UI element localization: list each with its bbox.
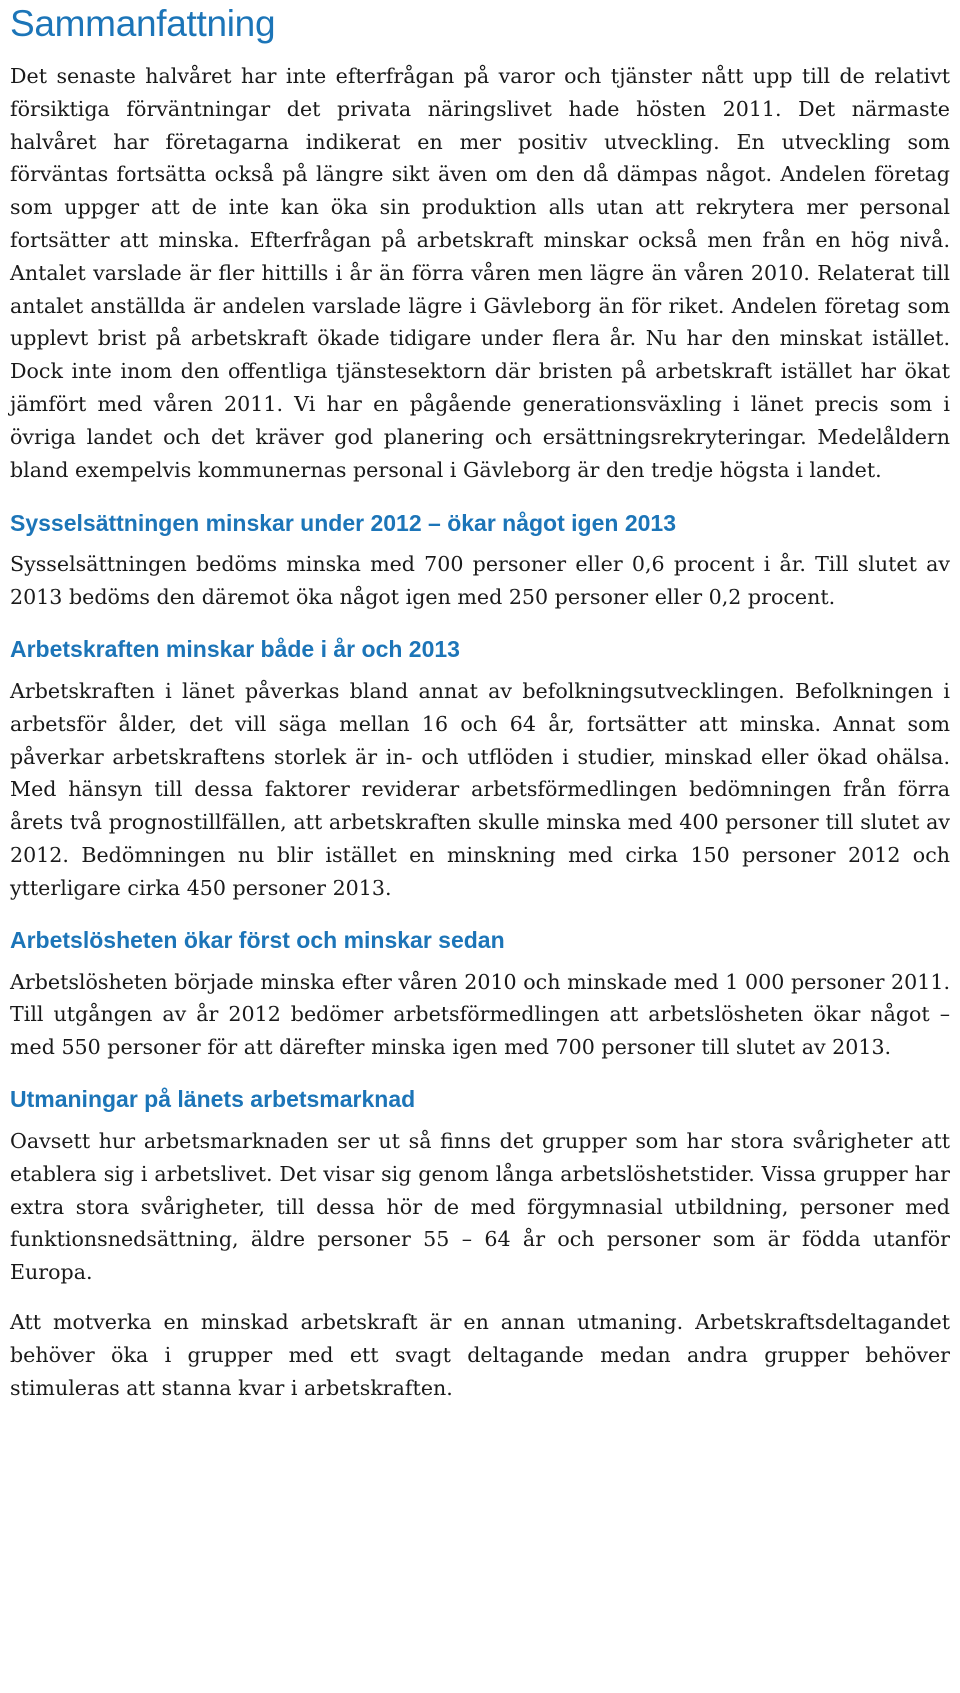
summary-paragraph: Det senaste halvåret har inte efterfrågan på varor och tjänster nått upp till de relativt försiktiga förväntningar det privata näringslivet hade hösten 2011. Det närmaste halvåret har företagarna indikerat en mer positiv utveckling. En utveckling som förväntas fortsätta också på längre sikt även om den då dämpas något. Andelen företag som uppger att de inte kan öka sin produktion alls utan att rekrytera mer personal fortsätter att minska. Efterfrågan på arbetskraft minskar också men från en hög nivå. Antalet varslade är fler hittills i år än förra våren men lägre än våren 2010. Relaterat till antalet anställda är andelen varslade lägre i Gävleborg än för riket. Andelen företag som upplevt brist på arbetskraft ökade tidigare under flera år. Nu har den minskat istället. Dock inte inom den offentliga tjänstesektorn där bristen på arbetskraft istället har ökat jämfört med våren 2011. Vi har en pågående generationsväxling i länet precis som i övriga landet och det kräver god planering och ersättningsrekryteringar. Medelåldern bland exempelvis kommunernas personal i Gävleborg är den tredje högsta i landet. bbox=[10, 64, 950, 482]
workforce-paragraph: Arbetskraften i länet påverkas bland annat av befolkningsutvecklingen. Befolkningen i arbetsför ålder, det vill säga mellan 16 och 64 år, fortsätter att minska. Annat som påverkar arbetskraftens storlek är in- och utflöden i studier, minskad eller ökad ohälsa. Med hänsyn till dessa faktorer reviderar arbetsförmedlingen bedömningen från förra årets två prognostillfällen, att arbetskraften skulle minska med 400 personer till slutet av 2012. Bedömningen nu blir istället en minskning med cirka 150 personer 2012 och ytterligare cirka 450 personer 2013. bbox=[10, 678, 950, 900]
employment-paragraph: Sysselsättningen bedöms minska med 700 personer eller 0,6 procent i år. Till slutet av 2013 bedöms den däremot öka något igen med 250 personer eller 0,2 procent. bbox=[10, 552, 950, 610]
challenges-paragraph-1: Oavsett hur arbetsmarknaden ser ut så finns det grupper som har stora svårigheter att etablera sig i arbetslivet. Det visar sig genom långa arbetslöshetstider. Vissa grupper har extra stora svårigheter, till dessa hör de med förgymnasial utbildning, personer med funktionsnedsättning, äldre personer 55 – 64 år och personer som är födda utanför Europa. bbox=[10, 1128, 950, 1285]
challenges-paragraph-2: Att motverka en minskad arbetskraft är en annan utmaning. Arbetskraftsdeltagandet behöver öka i grupper med ett svagt deltagande medan andra grupper behöver stimuleras att stanna kvar i arbetskraften. bbox=[10, 1309, 950, 1400]
page-title: Sammanfattning bbox=[10, 3, 276, 44]
section-heading-employment: Sysselsättningen minskar under 2012 – ökar något igen 2013 bbox=[10, 510, 676, 537]
section-heading-unemployment: Arbetslösheten ökar först och minskar sedan bbox=[10, 926, 505, 953]
section-heading-workforce: Arbetskraften minskar både i år och 2013 bbox=[10, 635, 460, 662]
unemployment-paragraph: Arbetslösheten började minska efter våren 2010 och minskade med 1 000 personer 2011. Till utgången av år 2012 bedömer arbetsförmedlingen att arbetslösheten ökar något – med 550 personer för att därefter minska igen med 700 personer till slutet av 2013. bbox=[10, 969, 950, 1060]
section-heading-challenges: Utmaningar på länets arbetsmarknad bbox=[10, 1085, 416, 1112]
